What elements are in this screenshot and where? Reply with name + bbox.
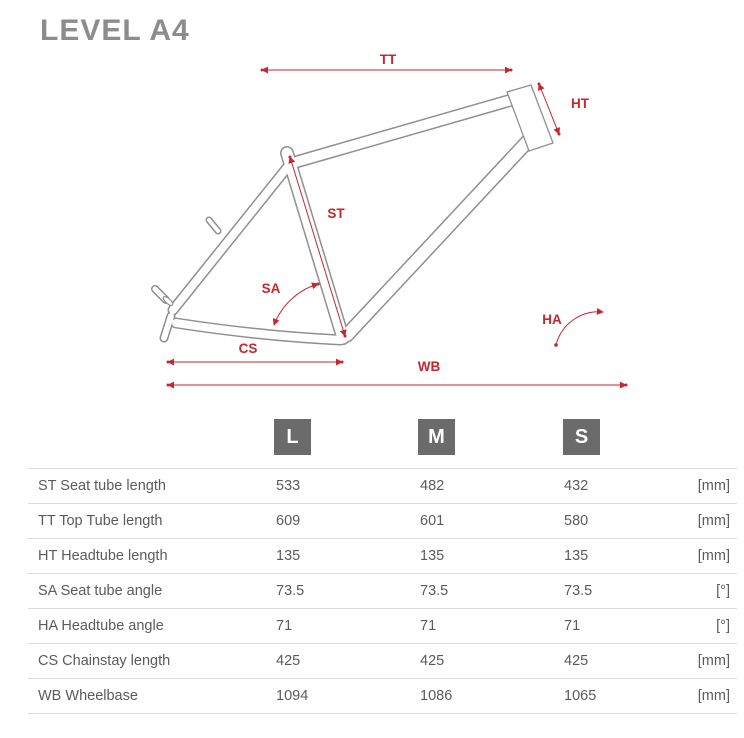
table-row xyxy=(28,643,737,678)
value-size-m: 71 xyxy=(420,618,437,634)
bike-frame-outline xyxy=(155,85,553,340)
value-size-m: 1086 xyxy=(420,688,453,704)
table-row xyxy=(28,678,737,714)
row-unit: [°] xyxy=(716,618,730,634)
size-header-l: L xyxy=(274,419,311,455)
table-row xyxy=(28,573,737,608)
row-label: ST Seat tube length xyxy=(38,478,166,494)
value-size-s: 432 xyxy=(564,478,589,494)
value-size-l: 425 xyxy=(276,653,301,669)
row-label: CS Chainstay length xyxy=(38,653,171,669)
ht-dimension-label: HT xyxy=(571,96,589,111)
value-size-l: 1094 xyxy=(276,688,309,704)
row-label: SA Seat tube angle xyxy=(38,583,163,599)
page-title: LEVEL A4 xyxy=(40,14,190,47)
st-dimension-line xyxy=(290,157,345,336)
row-unit: [mm] xyxy=(697,478,730,494)
ha-dimension-label: HA xyxy=(542,312,562,327)
value-size-m: 425 xyxy=(420,653,445,669)
value-size-s: 71 xyxy=(564,618,581,634)
size-header-m: M xyxy=(418,419,455,455)
head-tube xyxy=(507,85,553,151)
row-unit: [mm] xyxy=(697,653,730,669)
table-row xyxy=(28,538,737,573)
value-size-s: 425 xyxy=(564,653,589,669)
row-unit: [mm] xyxy=(697,548,730,564)
row-label: TT Top Tube length xyxy=(38,513,163,529)
tt-dimension-label: TT xyxy=(379,52,397,67)
ha-angle-arc xyxy=(556,312,603,345)
table-row xyxy=(28,503,737,538)
wb-dimension-label: WB xyxy=(417,359,441,374)
value-size-m: 73.5 xyxy=(420,583,449,599)
row-unit: [°] xyxy=(716,583,730,599)
st-dimension-label: ST xyxy=(327,206,345,221)
table-row xyxy=(28,468,737,503)
size-header-row xyxy=(0,419,744,455)
geometry-table xyxy=(28,468,737,714)
value-size-l: 609 xyxy=(276,513,301,529)
value-size-l: 533 xyxy=(276,478,301,494)
value-size-m: 135 xyxy=(420,548,445,564)
value-size-l: 135 xyxy=(276,548,301,564)
row-unit: [mm] xyxy=(697,513,730,529)
value-size-s: 73.5 xyxy=(564,583,593,599)
size-header-s: S xyxy=(563,419,600,455)
row-label: HA Headtube angle xyxy=(38,618,164,634)
table-row xyxy=(28,608,737,643)
value-size-l: 73.5 xyxy=(276,583,305,599)
sa-dimension-label: SA xyxy=(261,281,281,296)
sa-angle-arc xyxy=(274,284,318,325)
value-size-s: 1065 xyxy=(564,688,597,704)
value-size-s: 580 xyxy=(564,513,589,529)
cs-dimension-label: CS xyxy=(238,341,258,356)
value-size-m: 601 xyxy=(420,513,445,529)
row-label: WB Wheelbase xyxy=(38,688,138,704)
row-label: HT Headtube length xyxy=(38,548,168,564)
row-unit: [mm] xyxy=(697,688,730,704)
value-size-m: 482 xyxy=(420,478,445,494)
value-size-s: 135 xyxy=(564,548,589,564)
value-size-l: 71 xyxy=(276,618,293,634)
